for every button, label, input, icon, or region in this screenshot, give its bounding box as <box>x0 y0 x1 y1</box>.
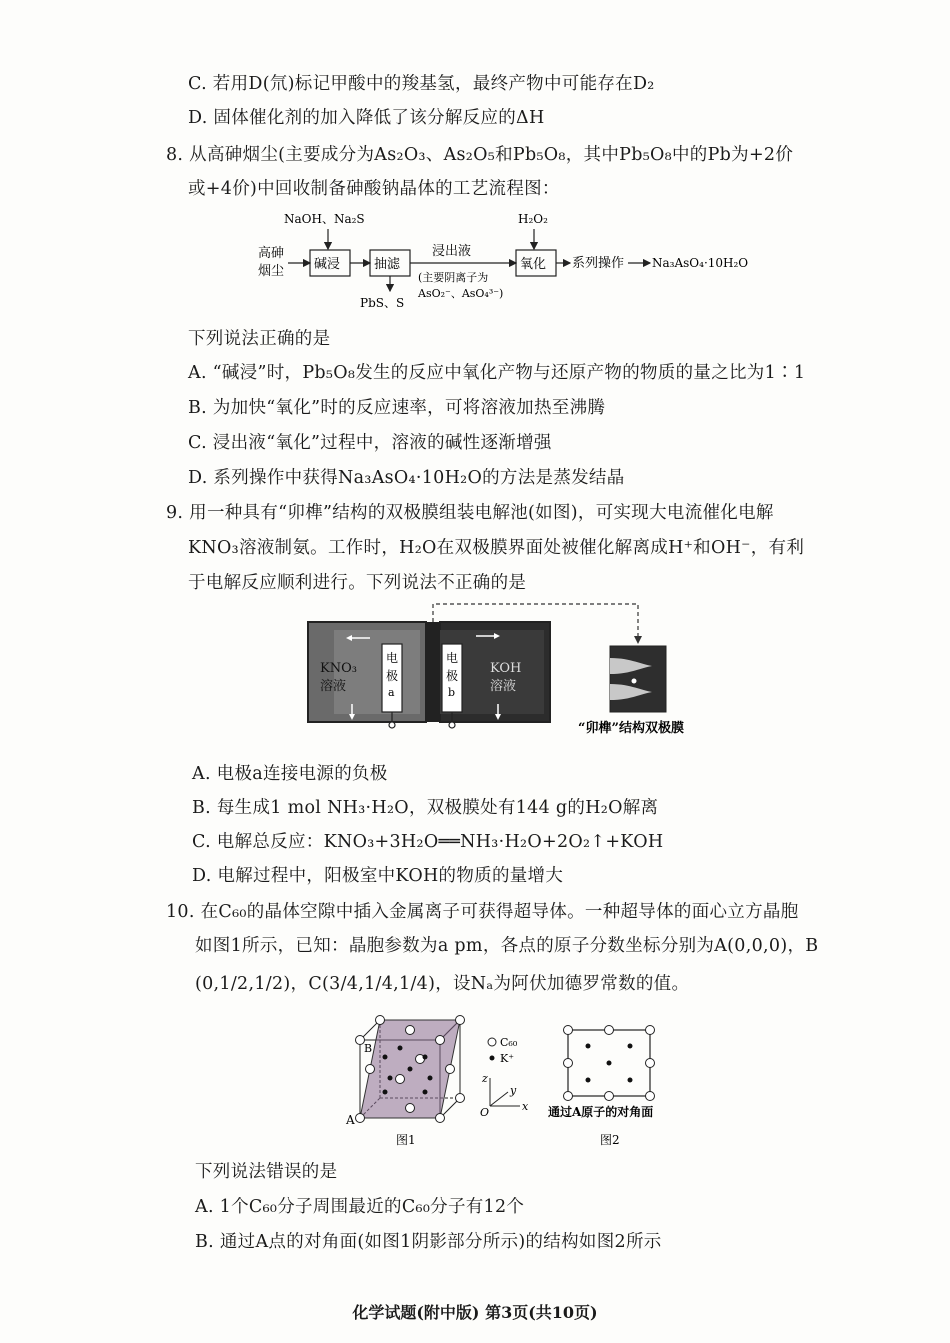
legend-k: K⁺ <box>500 1052 515 1065</box>
flow-reagent-1: NaOH、Na₂S <box>284 212 365 226</box>
flow-start-2: 烟尘 <box>258 264 285 279</box>
q9-option-c: C. 电解总反应：KNO₃+3H₂O══NH₃·H₂O+2O₂↑+KOH <box>192 832 664 852</box>
q8-prompt: 下列说法正确的是 <box>188 329 331 349</box>
fig2-label: 图2 <box>600 1133 620 1147</box>
axis-x: x <box>522 1100 529 1113</box>
q8-stem-line2: 或+4价)中回收制备砷酸钠晶体的工艺流程图： <box>188 179 560 199</box>
q7-option-d: D. 固体催化剂的加入降低了该分解反应的ΔH <box>188 108 545 128</box>
electrode-b-3: b <box>448 686 456 699</box>
flow-box2-label: 抽滤 <box>374 257 401 272</box>
q7-option-c: C. 若用D(氘)标记甲酸中的羧基氢，最终产物中可能存在D₂ <box>188 74 655 94</box>
q9-option-d: D. 电解过程中，阳极室中KOH的物质的量增大 <box>192 866 564 886</box>
q10-stem-line1: 10. 在C₆₀的晶体空隙中插入金属离子可获得超导体。一种超导体的面心立方晶胞 <box>166 902 799 922</box>
flow-liquid-note2: AsO₂⁻、AsO₄³⁻) <box>418 287 504 300</box>
flow-liquid-note1: (主要阴离子为 <box>418 271 489 284</box>
q10-stem-line2: 如图1所示，已知：晶胞参数为a pm，各点的原子分数坐标分别为A(0,0,0)，B <box>195 936 819 956</box>
q8-option-d: D. 系列操作中获得Na₃AsO₄·10H₂O的方法是蒸发结晶 <box>188 468 625 488</box>
q8-option-b: B. 为加快“氧化”时的反应速率，可将溶液加热至沸腾 <box>188 398 606 418</box>
electrode-a-2: 极 <box>386 669 399 683</box>
flow-box3-label: 氧化 <box>520 257 547 272</box>
q8-flowchart <box>250 205 780 315</box>
bipolar-membrane <box>426 622 440 722</box>
q10-prompt: 下列说法错误的是 <box>195 1162 338 1182</box>
q10-option-b: B. 通过A点的对角面(如图1阴影部分所示)的结构如图2所示 <box>195 1232 662 1252</box>
fig2-caption: 通过A原子的对角面 <box>548 1105 654 1119</box>
q8-option-c: C. 浸出液“氧化”过程中，溶液的碱性逐渐增强 <box>188 433 552 453</box>
label-B: B <box>364 1042 373 1055</box>
q9-option-a: A. 电极a连接电源的负极 <box>192 764 388 784</box>
axis-y: y <box>510 1084 517 1097</box>
membrane-caption: “卯榫”结构双极膜 <box>578 721 684 736</box>
label-A: A <box>346 1113 355 1127</box>
q9-stem-line3: 于电解反应顺利进行。下列说法不正确的是 <box>188 573 527 593</box>
q10-option-a: A. 1个C₆₀分子周围最近的C₆₀分子有12个 <box>195 1197 525 1217</box>
fig1-label: 图1 <box>396 1133 416 1147</box>
membrane-zoom <box>610 646 666 712</box>
right-solution-1: KOH <box>490 661 522 676</box>
legend-c60: C₆₀ <box>500 1036 518 1049</box>
page-footer: 化学试题(附中版) 第3页(共10页) <box>352 1303 598 1322</box>
q8-stem-line1: 8. 从高砷烟尘(主要成分为As₂O₃、As₂O₅和Pb₅O₈，其中Pb₅O₈中的Pb为+2价 <box>166 145 794 165</box>
q9-electrolysis-diagram <box>300 600 720 750</box>
right-solution-2: 溶液 <box>490 679 517 694</box>
flow-liquid: 浸出液 <box>432 244 472 259</box>
q9-stem-line2: KNO₃溶液制氨。工作时，H₂O在双极膜界面处被催化解离成H⁺和OH⁻，有利 <box>188 538 805 558</box>
flow-step: 系列操作 <box>572 256 625 271</box>
q9-option-b: B. 每生成1 mol NH₃·H₂O，双极膜处有144 g的H₂O解离 <box>192 798 659 818</box>
electrode-b-1: 电 <box>446 651 459 665</box>
left-solution-1: KNO₃ <box>320 661 357 676</box>
axis-o: O <box>480 1106 490 1119</box>
electrode-b-2: 极 <box>446 669 459 683</box>
flow-reagent-2: H₂O₂ <box>518 212 548 226</box>
q10-stem-line3: (0,1/2,1/2)，C(3/4,1/4,1/4)，设Nₐ为阿伏加德罗常数的值。 <box>195 974 690 994</box>
electrode-a-1: 电 <box>386 651 399 665</box>
q10-crystal-figures <box>330 1012 690 1152</box>
left-solution-2: 溶液 <box>320 679 347 694</box>
flow-box1-label: 碱浸 <box>314 257 341 272</box>
q8-option-a: A. “碱浸”时，Pb₅O₈发生的反应中氧化产物与还原产物的物质的量之比为1∶1 <box>188 363 806 383</box>
electrode-a-3: a <box>388 686 395 699</box>
flow-byproduct: PbS、S <box>360 296 405 310</box>
flow-start-1: 高砷 <box>258 246 285 261</box>
axis-z: z <box>482 1072 488 1085</box>
q9-stem-line1: 9. 用一种具有“卯榫”结构的双极膜组装电解池(如图)，可实现大电流催化电解 <box>166 503 774 523</box>
flow-product: Na₃AsO₄·10H₂O <box>652 256 749 270</box>
